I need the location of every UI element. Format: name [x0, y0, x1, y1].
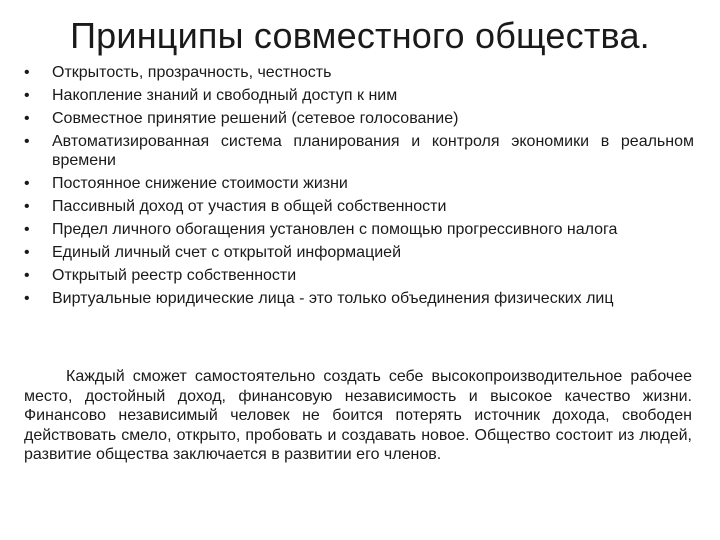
list-item [22, 266, 694, 285]
bullet-icon: • [24, 221, 30, 238]
list-item-text: Накопление знаний и свободный доступ к ним [52, 87, 398, 104]
bullet-icon: • [24, 198, 30, 215]
slide-title: Принципы совместного общества. [70, 15, 650, 56]
list-item-text: Единый личный счет с открытой информацией [52, 244, 402, 261]
list-item [22, 86, 694, 105]
list-item [22, 197, 694, 216]
list-item [22, 174, 694, 193]
list-item [22, 220, 694, 239]
list-item [22, 289, 694, 308]
list-item-text: Открытый реестр собственности [52, 267, 297, 284]
list-item [22, 243, 694, 262]
list-item [22, 132, 694, 170]
list-item-text: Пассивный доход от участия в общей собственности [52, 198, 447, 215]
bullet-icon: • [24, 290, 30, 307]
bullet-icon: • [24, 64, 30, 81]
list-item [22, 63, 694, 82]
bullet-icon: • [24, 133, 30, 150]
bullet-icon: • [24, 244, 30, 261]
list-item-text: Совместное принятие решений (сетевое голосование) [52, 110, 459, 127]
principles-list [22, 63, 694, 312]
list-item [22, 109, 694, 128]
bullet-icon: • [24, 87, 30, 104]
list-item-text: Постоянное снижение стоимости жизни [52, 175, 348, 192]
list-item-text: Виртуальные юридические лица - это только объединения физических лиц [52, 290, 614, 307]
summary-paragraph: Каждый сможет самостоятельно создать себе высокопроизводительное рабочее место, достойный доход, финансовую независимость и высокое качество жизни. Финансово независимый человек не боится потерять источник дохода, свободен действовать смело, открыто, пробовать и создавать новое. Общество состоит из людей, развитие общества заключается в развитии его членов. [24, 368, 692, 463]
bullet-icon: • [24, 175, 30, 192]
list-item-text: Автоматизированная система планирования и контроля экономики в реальном времени [52, 133, 694, 169]
bullet-icon: • [24, 267, 30, 284]
list-item-text: Открытость, прозрачность, честность [52, 64, 332, 81]
bullet-icon: • [24, 110, 30, 127]
list-item-text: Предел личного обогащения установлен с помощью прогрессивного налога [52, 221, 618, 238]
